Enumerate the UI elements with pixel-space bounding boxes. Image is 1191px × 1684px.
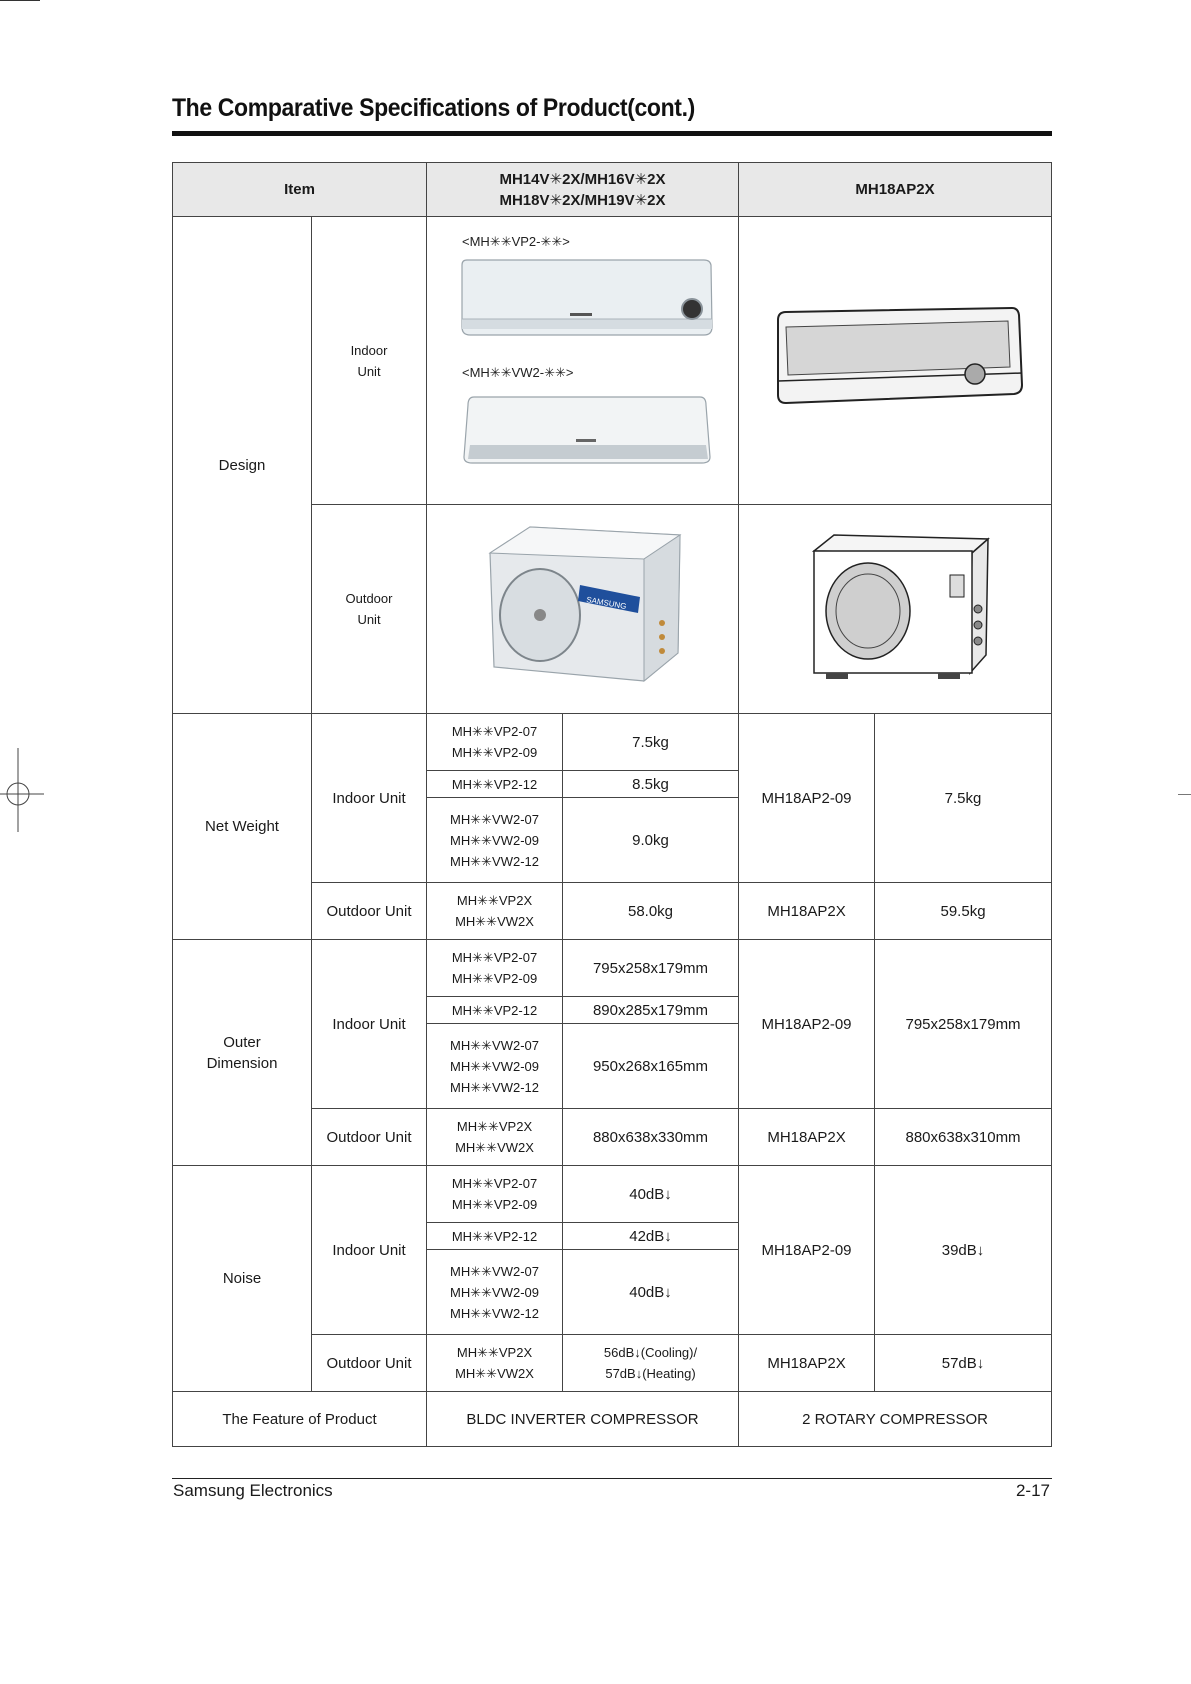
- outer-dimension-ap-indoor-model: MH18AP2-09: [739, 940, 875, 1109]
- crop-mark-top: [0, 0, 40, 1]
- indoor-unit-vp2-icon: [462, 260, 712, 335]
- model-text: MH✳✳VP2-07: [451, 1176, 538, 1191]
- rotary-outdoor-image: [742, 505, 1055, 713]
- noise-value-vp2-0709: 40dB↓: [563, 1166, 739, 1223]
- noise-value-vw2: 40dB↓: [563, 1250, 739, 1335]
- noise-heating-value: 57dB↓(Heating): [605, 1366, 696, 1381]
- page-title: The Comparative Specifications of Product(cont.): [172, 94, 695, 122]
- outdoor-unit-inverter-icon: [490, 527, 680, 681]
- inverter-indoor-images: [430, 217, 740, 504]
- noise-value-vp2-12: 42dB↓: [563, 1223, 739, 1250]
- net-weight-outdoor-value: 58.0kg: [563, 883, 739, 940]
- header-model-inverter: [427, 163, 739, 217]
- model-text: MH✳✳VW2-12: [450, 1079, 539, 1095]
- model-text: MH✳✳VP2-09: [451, 1197, 538, 1212]
- net-weight-outdoor-label: Outdoor Unit: [312, 883, 427, 940]
- model-text: MH✳✳VW2-07: [450, 1263, 539, 1279]
- model-text: MH✳✳VW2-09: [450, 1284, 539, 1300]
- header-item: Item: [173, 163, 427, 217]
- header-model-inverter-line1: MH14V✳2X/MH16V✳2X: [499, 170, 666, 188]
- header-model-inverter-line2: MH18V✳2X/MH19V✳2X: [499, 191, 666, 209]
- header-row: [173, 163, 1052, 217]
- inverter-outdoor-image: [430, 505, 740, 713]
- design-label: Design: [173, 217, 312, 714]
- outer-dimension-label-line2: Dimension: [206, 1054, 278, 1072]
- noise-row-1: [173, 1166, 1052, 1223]
- net-weight-ap-indoor-model: MH18AP2-09: [739, 714, 875, 883]
- design-indoor-row: [173, 217, 1052, 505]
- model-text: MH✳✳VW2-12: [450, 1305, 539, 1321]
- caption-vw2: <MH✳✳VW2-✳✳>: [462, 365, 574, 380]
- noise-model-vp2-0709: [427, 1166, 563, 1223]
- design-outdoor-label-line1: Outdoor: [345, 591, 393, 606]
- noise-ap-outdoor-value: 57dB↓: [875, 1335, 1052, 1392]
- noise-ap-outdoor-model: MH18AP2X: [739, 1335, 875, 1392]
- net-weight-value-vw2: 9.0kg: [563, 798, 739, 883]
- model-text: MH✳✳VP2-07: [451, 950, 538, 965]
- noise-cooling-value: 56dB↓(Cooling)/: [603, 1345, 698, 1360]
- noise-outdoor-label: Outdoor Unit: [312, 1335, 427, 1392]
- net-weight-indoor-label: Indoor Unit: [312, 714, 427, 883]
- design-indoor-label-line1: Indoor: [350, 342, 388, 358]
- net-weight-model-vw2: [427, 798, 563, 883]
- outdoor-brand: SAMSUNG: [585, 595, 628, 611]
- design-outdoor-rotary: [739, 505, 1052, 714]
- outer-dimension-outdoor-value: 880x638x330mm: [563, 1109, 739, 1166]
- model-text: MH✳✳VP2X: [456, 1345, 533, 1360]
- indoor-unit-ap2-icon: [778, 308, 1022, 403]
- outer-dimension-label-line1: Outer: [223, 1033, 261, 1051]
- noise-outdoor-models: [427, 1335, 563, 1392]
- design-outdoor-inverter: [427, 505, 739, 714]
- crop-mark-right: [1178, 794, 1191, 795]
- model-text: MH✳✳VP2-09: [451, 745, 538, 760]
- noise-indoor-label: Indoor Unit: [312, 1166, 427, 1335]
- footer-rule: [172, 1478, 1052, 1479]
- header-model-rotary: MH18AP2X: [739, 163, 1052, 217]
- design-indoor-label-line2: Unit: [357, 363, 381, 379]
- net-weight-model-vp2-0709: [427, 714, 563, 771]
- design-indoor-label: [312, 217, 427, 505]
- design-indoor-rotary: [739, 217, 1052, 505]
- outer-dimension-ap-outdoor-model: MH18AP2X: [739, 1109, 875, 1166]
- noise-ap-indoor-model: MH18AP2-09: [739, 1166, 875, 1335]
- noise-ap-indoor-value: 39dB↓: [875, 1166, 1052, 1335]
- outer-dimension-model-vp2-0709: [427, 940, 563, 997]
- outer-dimension-ap-outdoor-value: 880x638x310mm: [875, 1109, 1052, 1166]
- feature-rotary: 2 ROTARY COMPRESSOR: [739, 1392, 1052, 1447]
- net-weight-ap-indoor-value: 7.5kg: [875, 714, 1052, 883]
- noise-model-vp2-12: MH✳✳VP2-12: [427, 1223, 563, 1250]
- rotary-indoor-image: [742, 217, 1055, 504]
- model-text: MH✳✳VW2X: [455, 1366, 534, 1381]
- model-text: MH✳✳VP2X: [456, 893, 533, 908]
- model-text: MH✳✳VW2-12: [450, 853, 539, 869]
- outer-dimension-value-vp2-12: 890x285x179mm: [563, 997, 739, 1024]
- net-weight-ap-outdoor-value: 59.5kg: [875, 883, 1052, 940]
- feature-label: The Feature of Product: [173, 1392, 427, 1447]
- outer-dimension-value-vp2-0709: 795x258x179mm: [563, 940, 739, 997]
- net-weight-label: Net Weight: [173, 714, 312, 940]
- outer-dimension-outdoor-label: Outdoor Unit: [312, 1109, 427, 1166]
- noise-outdoor-value: [563, 1335, 739, 1392]
- model-text: MH✳✳VW2-07: [450, 1037, 539, 1053]
- model-text: MH✳✳VP2X: [456, 1119, 533, 1134]
- model-text: MH✳✳VW2-07: [450, 811, 539, 827]
- outer-dimension-indoor-label: Indoor Unit: [312, 940, 427, 1109]
- indoor-unit-vw2-icon: [464, 397, 710, 463]
- model-text: MH✳✳VW2X: [455, 1140, 534, 1155]
- feature-inverter: BLDC INVERTER COMPRESSOR: [427, 1392, 739, 1447]
- outer-dimension-model-vw2: [427, 1024, 563, 1109]
- outer-dimension-outdoor-models: [427, 1109, 563, 1166]
- model-text: MH✳✳VP2-07: [451, 724, 538, 739]
- model-text: MH✳✳VW2-09: [450, 1058, 539, 1074]
- design-outdoor-label-line2: Unit: [357, 612, 381, 627]
- net-weight-value-vp2-0709: 7.5kg: [563, 714, 739, 771]
- footer-company: Samsung Electronics: [173, 1481, 333, 1500]
- outer-dimension-value-vw2: 950x268x165mm: [563, 1024, 739, 1109]
- model-text: MH✳✳VP2-09: [451, 971, 538, 986]
- net-weight-outdoor-models: [427, 883, 563, 940]
- spec-table: [172, 162, 1052, 1447]
- title-rule: [172, 131, 1052, 136]
- outer-dimension-ap-indoor-value: 795x258x179mm: [875, 940, 1052, 1109]
- outer-dimension-model-vp2-12: MH✳✳VP2-12: [427, 997, 563, 1024]
- caption-vp2: <MH✳✳VP2-✳✳>: [462, 234, 570, 249]
- registration-mark-icon: [0, 748, 44, 832]
- feature-row: [173, 1392, 1052, 1447]
- net-weight-row-1: [173, 714, 1052, 771]
- noise-model-vw2: [427, 1250, 563, 1335]
- net-weight-model-vp2-12: MH✳✳VP2-12: [427, 771, 563, 798]
- footer-page-number: 2-17: [1015, 1481, 1050, 1500]
- design-outdoor-label: [312, 505, 427, 714]
- outdoor-unit-rotary-icon: [814, 535, 988, 679]
- net-weight-ap-outdoor-model: MH18AP2X: [739, 883, 875, 940]
- outer-dimension-row-1: [173, 940, 1052, 997]
- model-text: MH✳✳VW2X: [455, 914, 534, 929]
- net-weight-value-vp2-12: 8.5kg: [563, 771, 739, 798]
- noise-label: Noise: [173, 1166, 312, 1392]
- model-text: MH✳✳VW2-09: [450, 832, 539, 848]
- design-indoor-inverter: [427, 217, 739, 505]
- outer-dimension-label: [173, 940, 312, 1166]
